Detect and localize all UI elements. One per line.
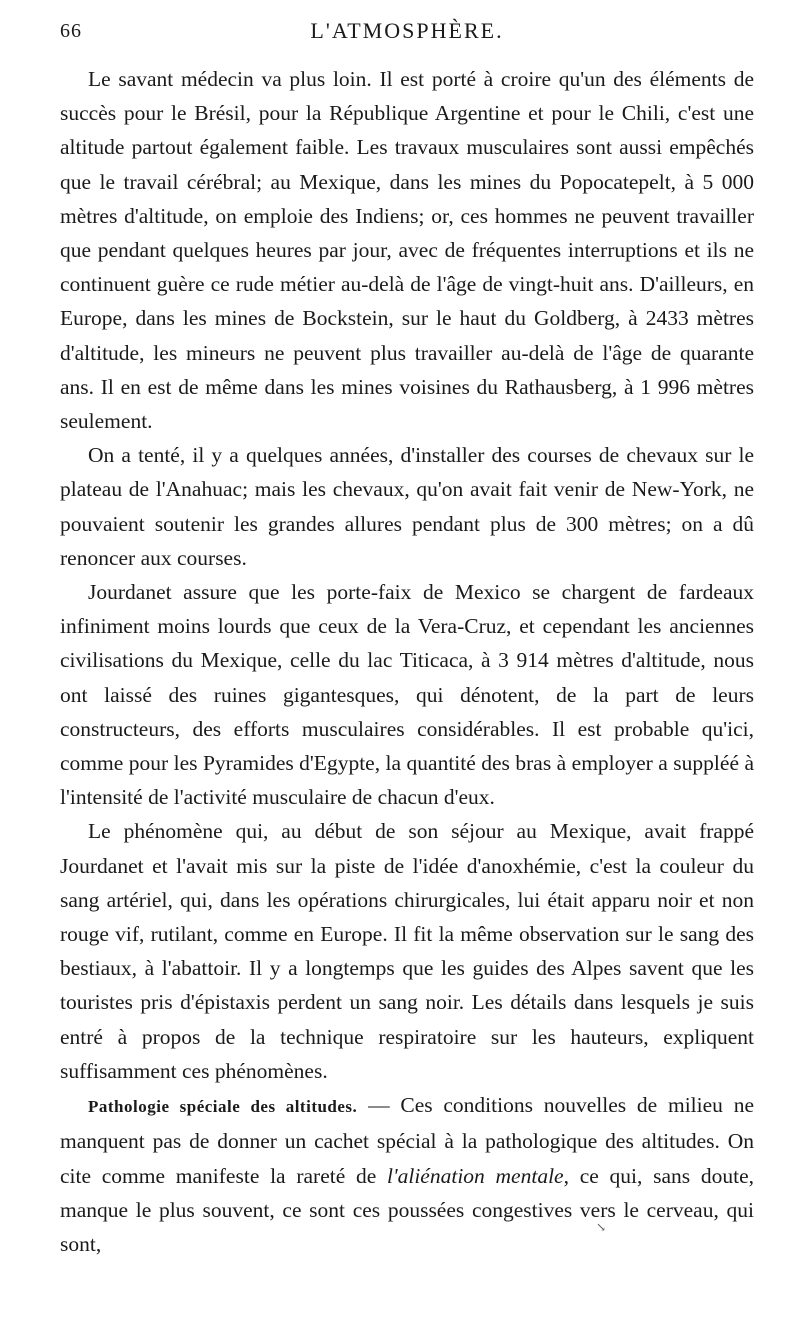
stray-print-mark: ↘ [596,1220,607,1234]
paragraph-porte-faix: Jourdanet assure que les porte-faix de Mexico se chargent de fardeaux infiniment moins lourds que ceux de la Vera-Cruz, et cependant les anciennes civilisations du Mexique, celle du lac Titicaca, à 3 914 mètres d'altitude, nous ont laissé des ruines gigantesques, qui dénotent, de la part de leurs constructeurs, des efforts musculaires considérables. Il est probable qu'ici, comme pour les Pyramides d'Egypte, la quantité des bras à employer a suppléé à l'intensité de l'activité musculaire de chacun d'eux. [60,580,754,810]
paragraph-savant-medecin: Le savant médecin va plus loin. Il est porté à croire qu'un des éléments de succès pour le Brésil, pour la République Argentine et pour le Chili, c'est une altitude partout également faible. Les travaux musculaires sont aussi empêchés que le travail cérébral; au Mexique, dans les mines du Popocatepelt, à 5 000 mètres d'altitude, on emploie des Indiens; or, ces hommes ne peuvent travailler que pendant quelques heures par jour, avec de fréquentes interruptions et ils ne continuent guère ce rude métier au-delà de l'âge de vingt-huit ans. D'ailleurs, en Europe, dans les mines de Bockstein, sur le haut du Goldberg, à 2433 mètres d'altitude, les mineurs ne peuvent plus travailler au-delà de l'âge de quarante ans. Il en est de même dans les mines voisines du Rathausberg, à 1 996 mètres seulement. [60,67,754,434]
paragraph-text-part: , ce qui, sans doute, manque le plus souvent, ce sont ces poussées congestives vers le cerveau, qui sont, [60,1163,755,1256]
paragraph-text-part: — Ces conditions nouvelles de milieu ne manquent pas de donner un cachet spécial à la pathologique des altitudes. On cite comme manifeste la rareté de [60,1093,754,1188]
running-title: L'ATMOSPHÈRE. [310,18,504,43]
page-number: 66 [60,20,82,42]
paragraph-pathologie [60,1088,754,1261]
running-header [60,8,754,48]
text-body [60,62,754,1261]
emphasized-term: l'aliénation mentale [387,1163,564,1188]
paragraph-phenomene-sang: Le phénomène qui, au début de son séjour au Mexique, avait frappé Jourdanet et l'avait mis sur la piste de l'idée d'anoxhémie, c'est la couleur du sang artériel, qui, dans les opérations chirurgicales, lui était apparu noir et non rouge vif, rutilant, comme en Europe. Il fit la même observation sur le sang des bestiaux, à l'abattoir. Il y a longtemps que les guides des Alpes savent que les touristes pris d'épistaxis perdent un sang noir. Les détails dans lesquels je suis entré à propos de la technique respiratoire sur les hauteurs, expliquent suffisamment ces phénomènes. [60,819,754,1083]
paragraph-courses-chevaux: On a tenté, il y a quelques années, d'installer des courses de chevaux sur le plateau de l'Anahuac; mais les chevaux, qu'on avait fait venir de New-York, ne pouvaient soutenir les grandes allures pendant plus de 300 mètres; on a dû renoncer aux courses. [60,443,754,570]
section-heading: Pathologie spéciale des altitudes. [88,1097,358,1117]
